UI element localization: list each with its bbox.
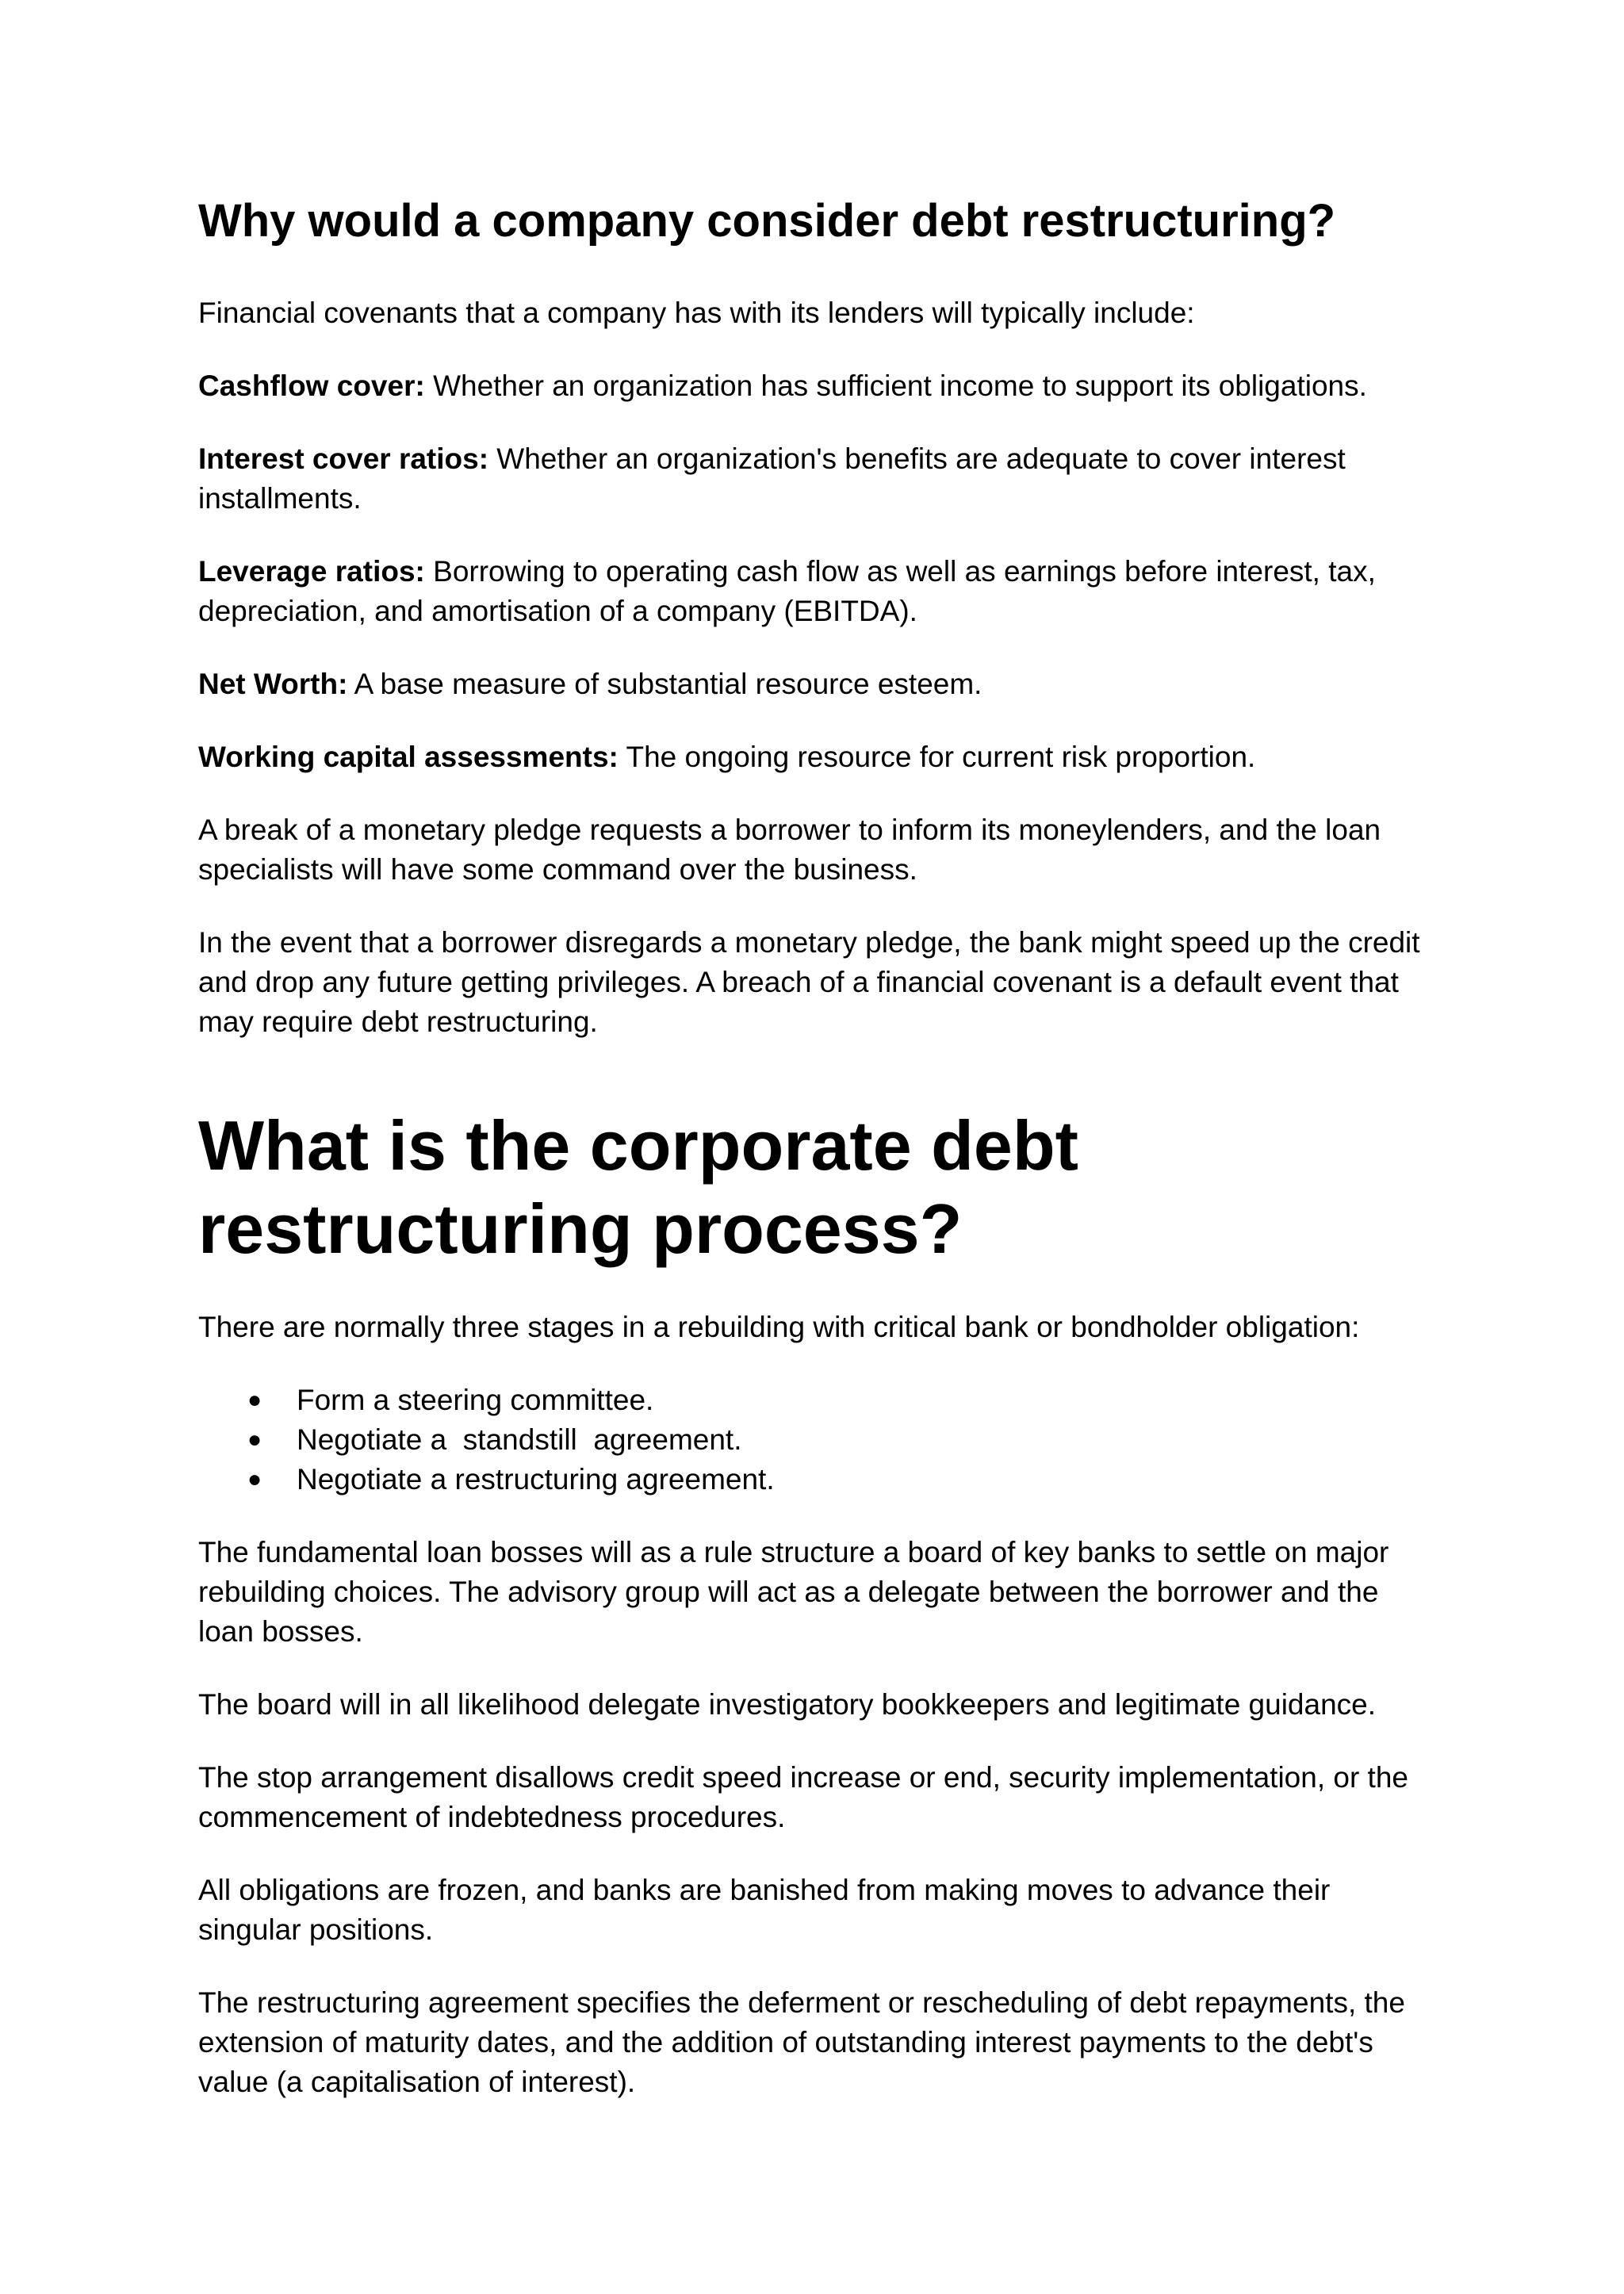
paragraph-event: In the event that a borrower disregards a monetary pledge, the bank might speed up the credit and drop any future getting privileges. A breach of a financial covenant is a default event that may require debt restructuring. bbox=[198, 926, 1420, 1038]
stages-intro: There are normally three stages in a rebuilding with critical bank or bondholder obligation: bbox=[198, 1311, 1360, 1343]
covenant-description: The ongoing resource for current risk proportion. bbox=[618, 741, 1256, 773]
list-item bbox=[198, 1420, 1435, 1460]
section-heading-why: Why would a company consider debt restructuring? bbox=[198, 195, 1336, 247]
covenant-term: Working capital assessments: bbox=[198, 741, 619, 773]
covenant-description: Borrowing to operating cash flow as well as earnings before interest, tax, depreciation, and amortisation of a company (EBITDA). bbox=[198, 555, 1376, 627]
covenant-net-worth bbox=[198, 664, 1435, 704]
paragraph-breach: A break of a monetary pledge requests a borrower to inform its moneylenders, and the loan specialists will have some command over the business. bbox=[198, 814, 1381, 886]
paragraph-steering: The fundamental loan bosses will as a rule structure a board of key banks to settle on major rebuilding choices. The advisory group will act as a delegate between the borrower and the loan bosses. bbox=[198, 1536, 1389, 1648]
covenant-description: A base measure of substantial resource esteem. bbox=[347, 668, 982, 700]
covenants-intro: Financial covenants that a company has with its lenders will typically include: bbox=[198, 297, 1195, 329]
covenant-interest-cover-ratios bbox=[198, 439, 1435, 519]
bullet-icon: ● bbox=[247, 1466, 262, 1492]
list-item bbox=[198, 1381, 1435, 1420]
paragraph-frozen: All obligations are frozen, and banks are banished from making moves to advance their singular positions. bbox=[198, 1874, 1331, 1946]
paragraph-restructuring-agreement: The restructuring agreement specifies the deferment or rescheduling of debt repayments, the extension of maturity dates, and the addition of outstanding interest payments to the debt's value (a capitalisation of interest). bbox=[198, 1986, 1405, 2098]
list-item bbox=[198, 1460, 1435, 1499]
paragraph-standstill: The stop arrangement disallows credit speed increase or end, security implementation, or the commencement of indebtedness procedures. bbox=[198, 1761, 1408, 1833]
list-item-text: Negotiate a restructuring agreement. bbox=[297, 1463, 775, 1496]
bullet-icon: ● bbox=[247, 1427, 262, 1453]
covenant-leverage-ratios bbox=[198, 552, 1435, 631]
covenant-cashflow-cover bbox=[198, 366, 1435, 406]
covenant-term: Interest cover ratios: bbox=[198, 442, 489, 475]
covenant-working-capital bbox=[198, 737, 1435, 777]
paragraph-board: The board will in all likelihood delegate investigatory bookkeepers and legitimate guidance. bbox=[198, 1688, 1377, 1721]
list-item-text: Negotiate a standstill agreement. bbox=[297, 1423, 742, 1456]
stages-list bbox=[198, 1381, 1435, 1499]
covenant-description: Whether an organization's benefits are adequate to cover interest installments. bbox=[198, 442, 1346, 515]
section-heading-process: What is the corporate debt restructuring process? bbox=[198, 1106, 1078, 1268]
covenant-description: Whether an organization has sufficient income to support its obligations. bbox=[424, 370, 1367, 402]
covenant-term: Cashflow cover: bbox=[198, 370, 425, 402]
list-item-text: Form a steering committee. bbox=[297, 1384, 654, 1416]
bullet-icon: ● bbox=[247, 1387, 262, 1413]
covenant-term: Net Worth: bbox=[198, 668, 348, 700]
covenant-term: Leverage ratios: bbox=[198, 555, 425, 588]
